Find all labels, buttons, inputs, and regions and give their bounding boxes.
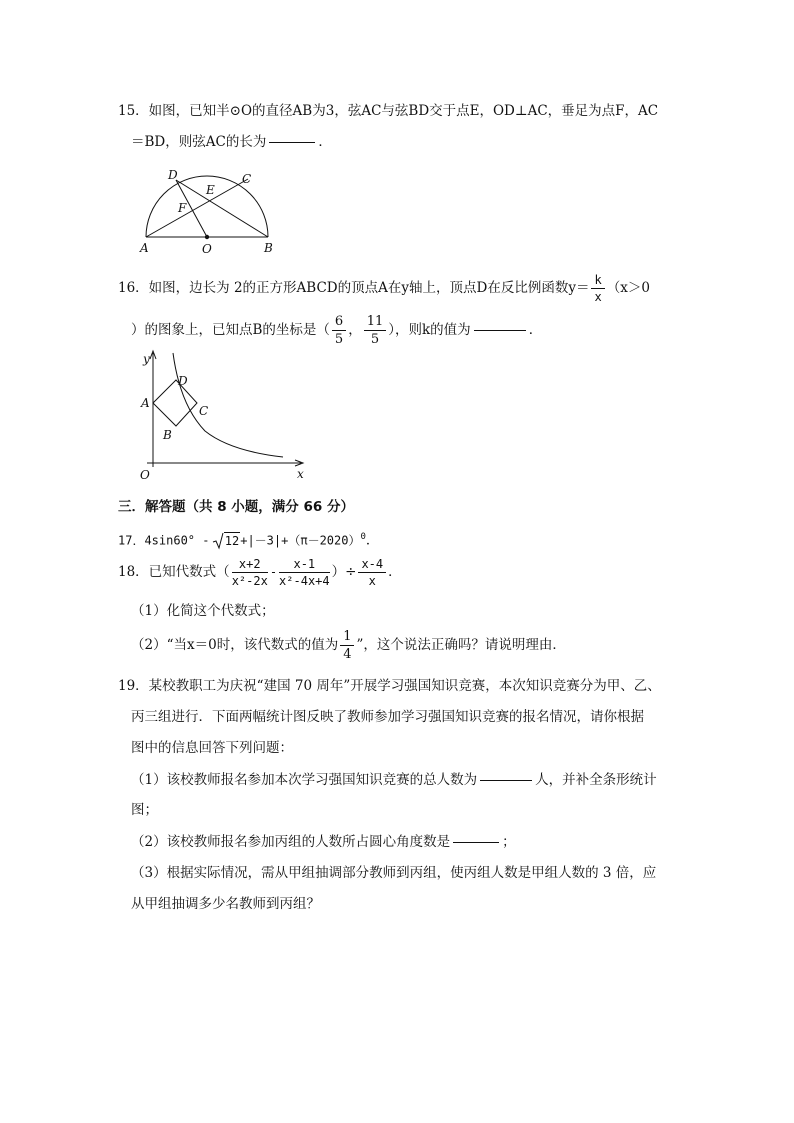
q15-label-A: A (140, 241, 149, 255)
q19-sub2-blank (453, 842, 499, 843)
q17-exponent: 0 (360, 532, 366, 542)
q15-label-F: F (178, 201, 187, 215)
q18-line (118, 558, 402, 587)
q16-coordinate-figure (135, 345, 315, 480)
q19-sub2-text: （2）该校教师报名参加丙组的人数所占圆心角度数是 (131, 834, 451, 850)
q18-fraction-3: $\frac{x-4}{x}$ (358, 558, 386, 587)
q15-line-1: 15．如图，已知半⊙O的直径AB为3，弦AC与弦BD交于点E，OD⊥AC，垂足为点F，AC (118, 103, 659, 119)
q18-fraction-2: $\frac{x-1}{\text{x²-4x+4}}$ (279, 557, 330, 588)
q19-sub-3-cont: 从甲组抽调多少名教师到丙组？ (131, 896, 320, 912)
q19-sub-2 (131, 836, 516, 850)
q16-label-O: O (140, 468, 150, 480)
q17-sqrt: 12 (214, 535, 240, 549)
q15-label-D: D (168, 168, 178, 182)
q19-line-1: 19．某校教职工为庆祝“建国 70 周年”开展学习强国知识竞赛，本次知识竞赛分为甲、乙、 (118, 678, 661, 694)
q16-fraction-k-over-x: $\frac{k}{x}$ (591, 274, 604, 303)
q15-line-2 (131, 136, 332, 150)
q16-label-y: y (143, 352, 150, 366)
q15-label-E: E (206, 183, 215, 197)
q16-label-D: D (178, 374, 188, 388)
q19-sub1-text-b: 人，并补全条形统计 (535, 772, 657, 788)
q17-line (118, 533, 379, 548)
q15-label-C: C (242, 172, 252, 186)
q15-text: ＝BD，则弦AC的长为 (131, 134, 267, 150)
q19-sub2-end: ； (502, 834, 516, 850)
q16-label-B: B (163, 428, 172, 442)
q18-sub2-text-b: ”，这个说法正确吗？请说明理由． (356, 637, 566, 653)
q17-prefix: 17．4sin60° - (118, 533, 210, 548)
q16-text-b: （x＞0 (606, 280, 650, 296)
q18-sub2-text-a: （2）“当x＝0时，该代数式的值为 (131, 637, 339, 653)
q18-divide: ）÷ (331, 564, 357, 580)
q16-comma: ， (348, 322, 362, 338)
q16-period: ． (528, 322, 543, 338)
q18-minus: - (269, 565, 278, 579)
q15-label-B: B (264, 241, 273, 255)
q15-period: ． (318, 134, 332, 150)
sqrt-symbol-icon (212, 532, 224, 550)
q16-answer-blank (474, 330, 526, 331)
q16-line-1 (118, 274, 650, 303)
q19-line-3: 图中的信息回答下列问题： (131, 740, 293, 756)
q16-text-c: ）的图象上，已知点B的坐标是（ (131, 322, 330, 338)
q16-label-x: x (297, 467, 304, 480)
q19-sub1-text-a: （1）该校教师报名参加本次学习强国知识竞赛的总人数为 (131, 772, 478, 788)
q18-sub-1: （1）化简这个代数式； (131, 603, 275, 619)
q16-text-d: ），则k的值为 (388, 322, 471, 338)
q19-sub-1-cont: 图； (131, 802, 158, 818)
q15-label-O: O (202, 242, 212, 256)
q19-sub-3: （3）根据实际情况，需从甲组抽调部分教师到丙组，使丙组人数是甲组人数的 3 倍，应 (131, 865, 657, 881)
q16-line-2 (131, 315, 542, 346)
q15-semicircle-figure (130, 160, 290, 260)
q19-line-2: 丙三组进行．下面两幅统计图反映了教师参加学习强国知识竞赛的报名情况，请你根据 (131, 709, 644, 725)
q16-label-A: A (141, 396, 150, 410)
q18-fraction-one-quarter: $\frac{1}{4}$ (340, 630, 354, 661)
q18-period: ． (388, 564, 402, 580)
q16-fraction-bx: $\frac{6}{5}$ (332, 315, 346, 346)
q16-text-a: 16．如图，边长为 2的正方形ABCD的顶点A在y轴上，顶点D在反比例函数y＝ (118, 280, 590, 296)
q18-fraction-1: $\frac{x+2}{\text{x²-2x}}$ (231, 557, 268, 588)
q17-period: ． (365, 532, 380, 549)
q16-label-C: C (199, 404, 209, 418)
q19-sub-1 (131, 774, 657, 788)
q19-sub1-blank (480, 780, 532, 781)
q15-answer-blank (269, 142, 315, 143)
q16-fraction-by: $\frac{11}{5}$ (364, 315, 387, 346)
section-heading-3: 三．解答题（共 8 小题，满分 66 分） (118, 499, 354, 515)
q18-prefix: 18．已知代数式（ (118, 564, 230, 580)
q17-suffix: +|－3|+（π－2020） (240, 533, 361, 548)
q18-sub-2 (131, 630, 566, 661)
